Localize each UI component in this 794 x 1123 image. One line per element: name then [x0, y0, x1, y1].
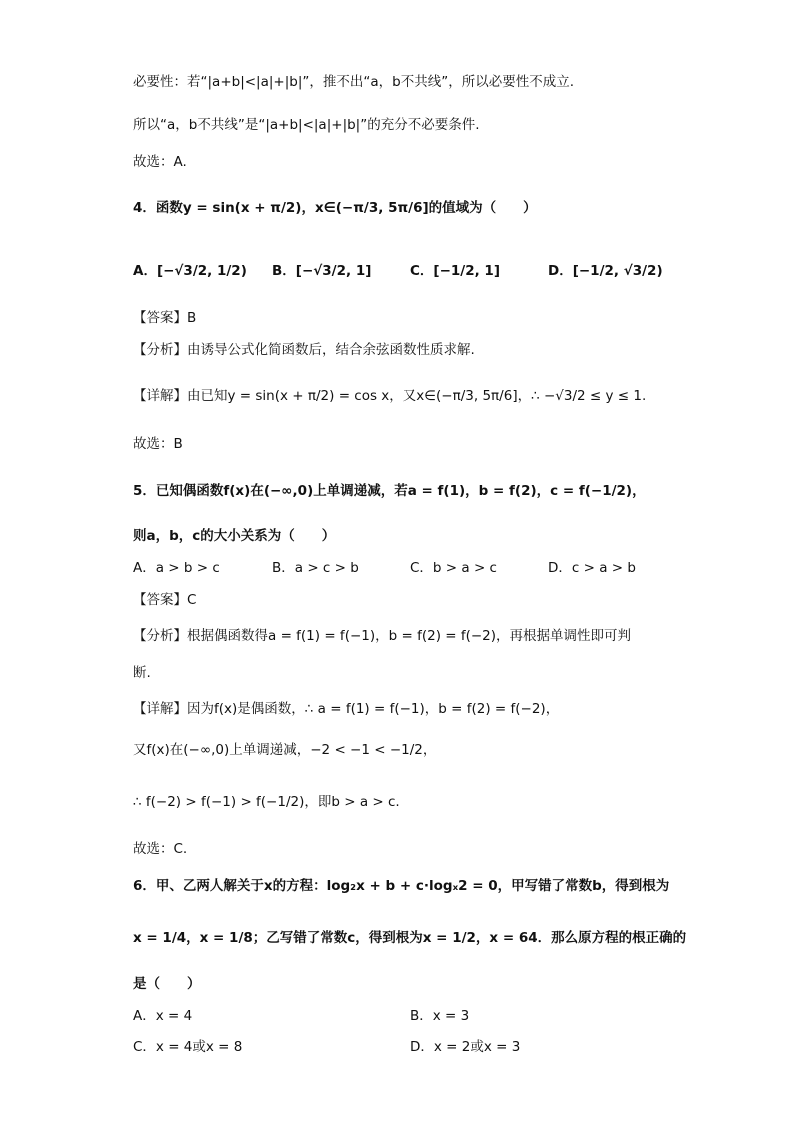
- q4-option-a: [133, 259, 247, 279]
- q4-analysis-text: 【分析】由诱导公式化简函数后，结合余弦函数性质求解.: [133, 342, 475, 358]
- q5-option-b-text: B．a > c > b: [272, 560, 359, 576]
- q4-analysis: [133, 338, 475, 358]
- necessity-text: 必要性：若“|a+b|<|a|+|b|”，推不出“a，b不共线”，所以必要性不成立.: [133, 74, 575, 90]
- q6-option-c: [133, 1035, 242, 1055]
- q5-option-c: [410, 556, 497, 576]
- q4-option-d: [548, 259, 663, 279]
- q6-option-b: [410, 1004, 469, 1024]
- q6-option-d-text: D．x = 2或x = 3: [410, 1039, 521, 1055]
- q6-stem-1-text: 6．甲、乙两人解关于x的方程：log₂x + b + c·logₓ2 = 0，甲写错了常数b，得到根为: [133, 878, 670, 894]
- q4-option-c-text: C．[−1/2, 1]: [410, 263, 500, 279]
- q5-analysis-2: [133, 661, 151, 681]
- q5-analysis-1-text: 【分析】根据偶函数得a = f(1) = f(−1)，b = f(2) = f(−2)，再根据单调性即可判: [133, 628, 632, 644]
- q4-option-b: [272, 259, 371, 279]
- q5-option-d: [548, 556, 636, 576]
- q5-detail-1: [133, 697, 559, 717]
- q5-detail-2-text: 又f(x)在(−∞,0)上单调递减，−2 < −1 < −1/2，: [133, 742, 437, 758]
- q5-option-c-text: C．b > a > c: [410, 560, 497, 576]
- q4-detail-text: 【详解】由已知y = sin(x + π/2) = cos x，又x∈(−π/3, 5π/6]，∴ −√3/2 ≤ y ≤ 1.: [133, 388, 647, 404]
- q5-detail-2: [133, 738, 436, 758]
- q4-detail: [133, 384, 646, 404]
- q4-stem: [133, 196, 537, 216]
- q6-option-a: [133, 1004, 192, 1024]
- q4-answer-text: 【答案】B: [133, 310, 197, 326]
- prev-choice-line: [133, 150, 187, 170]
- q5-analysis-1: [133, 624, 631, 644]
- q4-option-b-text: B．[−√3/2, 1]: [272, 263, 372, 279]
- q6-option-d: [410, 1035, 520, 1055]
- q5-answer: [133, 588, 196, 608]
- q4-option-d-text: D．[−1/2, √3/2): [548, 263, 663, 279]
- q6-stem-3: [133, 972, 201, 992]
- q5-choice: [133, 837, 187, 857]
- q6-option-a-text: A．x = 4: [133, 1008, 193, 1024]
- q5-choice-text: 故选：C.: [133, 841, 188, 857]
- q4-answer: [133, 306, 196, 326]
- q5-detail-3: [133, 790, 400, 810]
- q4-choice: [133, 432, 183, 452]
- q5-stem-2-text: 则a，b，c的大小关系为（ ）: [133, 528, 336, 544]
- q6-stem-2: [133, 926, 686, 946]
- q5-answer-text: 【答案】C: [133, 592, 197, 608]
- q5-option-d-text: D．c > a > b: [548, 560, 636, 576]
- q5-option-a: [133, 556, 220, 576]
- q6-stem-1: [133, 874, 669, 894]
- q5-stem-1: [133, 479, 646, 499]
- q4-option-c: [410, 259, 500, 279]
- q6-stem-3-text: 是（ ）: [133, 976, 201, 992]
- q5-stem-2: [133, 524, 335, 544]
- q5-analysis-2-text: 断.: [133, 665, 151, 681]
- q5-option-a-text: A．a > b > c: [133, 560, 220, 576]
- q4-option-a-text: A．[−√3/2, 1/2): [133, 263, 247, 279]
- q6-stem-2-text: x = 1/4，x = 1/8；乙写错了常数c，得到根为x = 1/2，x = 64．那么原方程的根正确的: [133, 930, 687, 946]
- q5-option-b: [272, 556, 359, 576]
- q6-option-c-text: C．x = 4或x = 8: [133, 1039, 243, 1055]
- necessity-line: [133, 70, 574, 90]
- conclusion-text: 所以“a，b不共线”是“|a+b|<|a|+|b|”的充分不必要条件.: [133, 117, 480, 133]
- q4-choice-text: 故选：B: [133, 436, 183, 452]
- q4-stem-text: 4．函数y = sin(x + π/2)，x∈(−π/3, 5π/6]的值域为（ ）: [133, 200, 537, 216]
- q5-detail-1-text: 【详解】因为f(x)是偶函数，∴ a = f(1) = f(−1)，b = f(2) = f(−2)，: [133, 701, 560, 717]
- conclusion-line: [133, 113, 480, 133]
- prev-choice-text: 故选：A.: [133, 154, 187, 170]
- q5-detail-3-text: ∴ f(−2) > f(−1) > f(−1/2)，即b > a > c.: [133, 794, 400, 810]
- q6-option-b-text: B．x = 3: [410, 1008, 470, 1024]
- q5-stem-1-text: 5．已知偶函数f(x)在(−∞,0)上单调递减，若a = f(1)，b = f(2)，c = f(−1/2)，: [133, 483, 646, 499]
